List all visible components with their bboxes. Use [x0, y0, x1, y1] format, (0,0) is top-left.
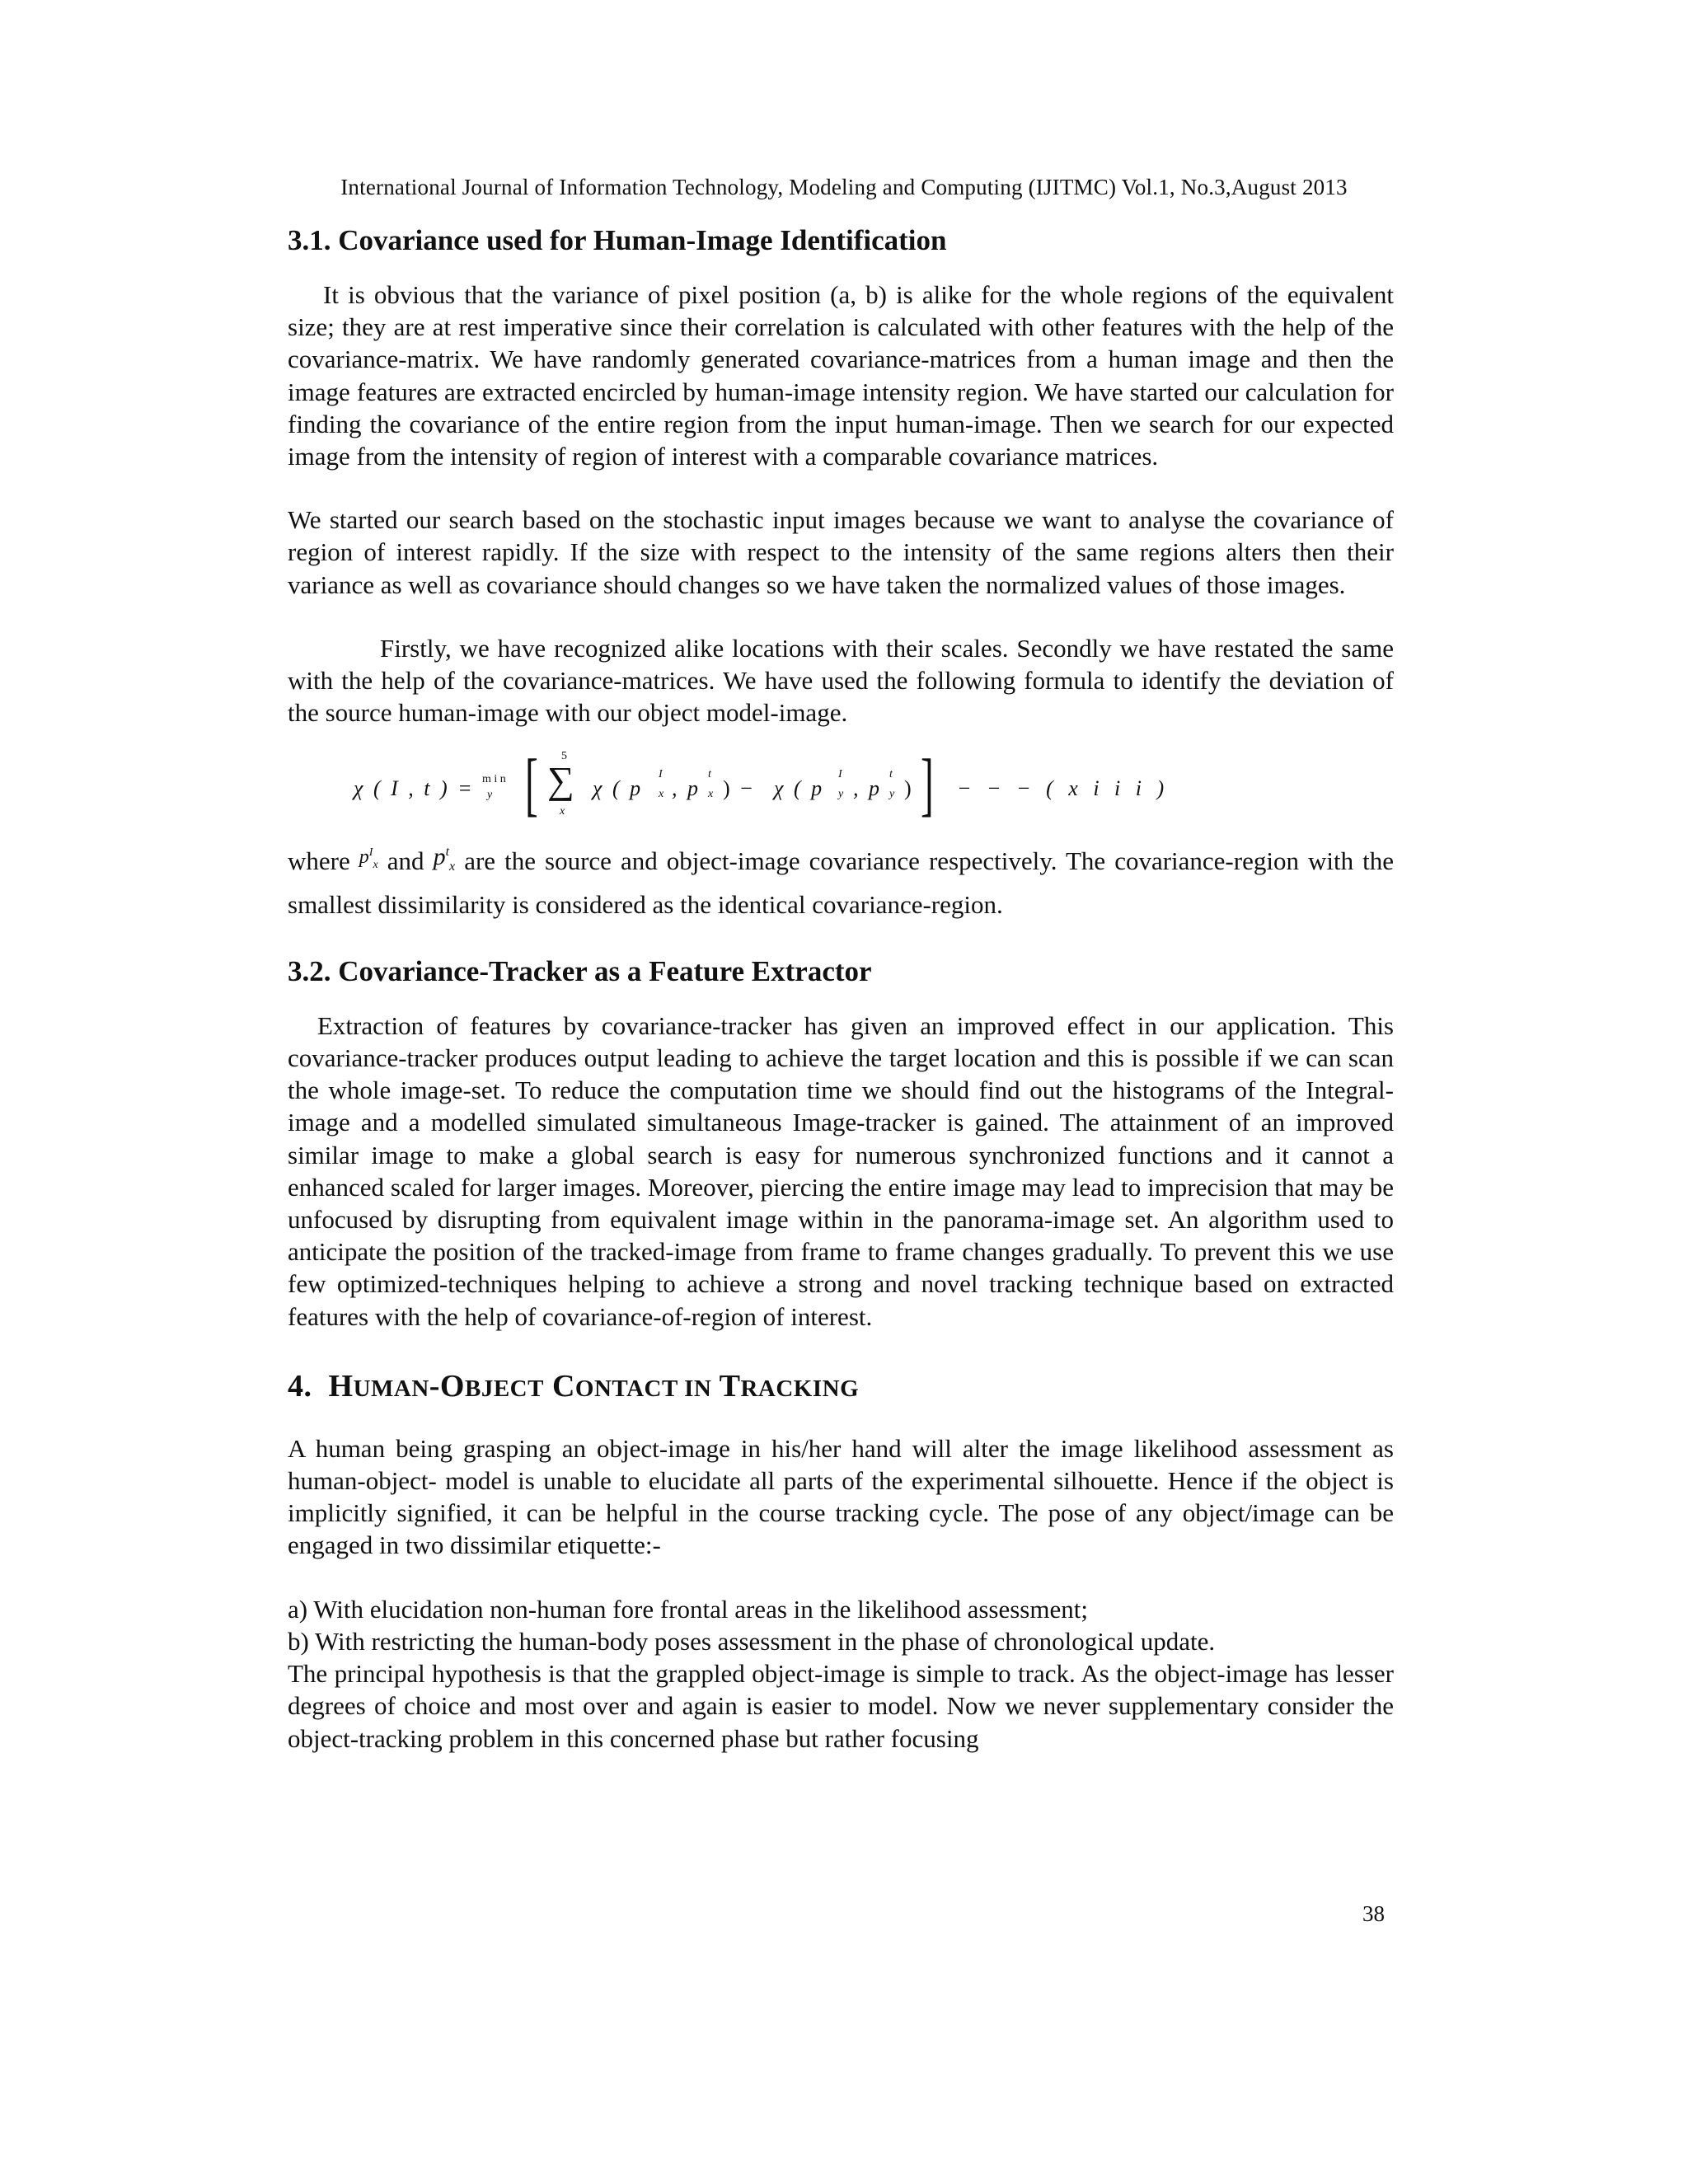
formula-term1-sup2: t [708, 768, 711, 781]
formula-term1-sub2: x [708, 788, 714, 801]
source-covariance-symbol: pIx [359, 846, 378, 872]
section-3-1-paragraph-4 [288, 841, 1394, 920]
section-4-list-item-b: b) With restricting the human-body poses assessment in the phase of chronological update. [288, 1626, 1216, 1656]
section-3-2-title: 3.2. Covariance-Tracker as a Feature Extractor [288, 954, 872, 987]
formula-term2-mid: , p [853, 776, 882, 801]
formula-term1-sup: I [659, 768, 663, 781]
formula-term2: χ ( p [774, 776, 825, 801]
formula-sum-sign: ∑ [547, 759, 574, 802]
section-3-2-paragraph-1: Extraction of features by covariance-tracker has given an improved effect in our application. This covariance-tracker produces output leading to achieve the target location and this is possible if we can scan the whole image-set. To reduce the computation time we should find out the histograms of the Integral-image and a modelled simulated simultaneous Image-tracker is gained. The attainment of an improved similar image to make a global search is easy for numerous synchronized functions and it cannot a enhanced scaled for larger images. Moreover, piercing the entire image may lead to imprecision that may be unfocused by disrupting from equivalent image within in the panorama-image set. An algorithm used to anticipate the position of the tracked-image from frame to frame changes gradually. To prevent this we use few optimized-techniques helping to achieve a strong and novel tracking technique based on extracted features with the help of covariance-of-region of interest. [288, 1010, 1394, 1331]
formula-term1-mid: , p [672, 776, 701, 801]
formula-term2-sup: I [838, 768, 842, 781]
formula-lhs: χ ( I , t ) = [354, 776, 475, 801]
formula-sum-lower: x [560, 805, 565, 818]
where-word: where [288, 846, 350, 876]
paragraph-4-text: are the source and object-image covariance respectively. The covariance-region with the smallest dissimilarity is considered as the identical covariance-region. [288, 846, 1395, 919]
journal-running-header: International Journal of Information Technology, Modeling and Computing (IJITMC) Vol.1, No.3,August 2013 [340, 175, 1348, 199]
section-3-1-paragraph-3: Firstly, we have recognized alike locations with their scales. Secondly we have restated the same with the help of the covariance-matrices. We have used the following formula to identify the deviation of the source human-image with our object model-image. [288, 633, 1394, 728]
section-4-paragraph-2: The principal hypothesis is that the grappled object-image is simple to track. As the object-image has lesser degrees of choice and most over and again is easier to model. Now we never supplementary consider the object-tracking problem in this concerned phase but rather focusing [288, 1659, 1394, 1753]
formula-min-sub: y [487, 789, 493, 802]
section-4-paragraph-1: A human being grasping an object-image in his/her hand will alter the image likelihood assessment as human-object- model is unable to elucidate all parts of the experimental silhouette. Hence if the object is implicitly signified, it can be helpful in the course tracking cycle. The pose of any object/image can be engaged in two dissimilar etiquette:- [288, 1433, 1394, 1560]
covariance-formula [288, 744, 1394, 834]
formula-equation-label: − − − ( x i i i ) [957, 776, 1170, 801]
section-3-1-paragraph-2: We started our search based on the stochastic input images because we want to analyse the covariance of region of interest rapidly. If the size with respect to the intensity of the same regions alters then their variance as well as covariance should changes so we have taken the normalized values of those images. [288, 505, 1394, 599]
and-word: and [387, 846, 424, 876]
object-covariance-symbol: $p^t_x$ [433, 843, 456, 874]
formula-sum-upper: 5 [561, 750, 567, 763]
formula-term1-end: ) − [723, 776, 755, 801]
section-3-1-title: 3.1. Covariance used for Human-Image Identification [288, 224, 947, 256]
page-number: 38 [1362, 1901, 1385, 1926]
formula-term1: χ ( p [593, 776, 644, 801]
formula-term2-end: ) [904, 776, 912, 801]
section-4-list-item-a: a) With elucidation non-human fore frontal areas in the likelihood assessment; [288, 1594, 1088, 1624]
formula-min: m i n [482, 773, 506, 786]
formula-term1-sub: x [659, 788, 664, 801]
formula-term2-sub2: y [889, 788, 895, 801]
formula-term2-sub: y [838, 788, 844, 801]
section-4-title: 4. HUMAN-OBJECT CONTACT IN TRACKING [288, 1368, 860, 1404]
section-3-1-paragraph-1: It is obvious that the variance of pixel position (a, b) is alike for the whole regions of the equivalent size; they are at rest imperative since their correlation is calculated with other features with the help of the covariance-matrix. We have randomly generated covariance-matrices from a human image and then the image features are extracted encircled by human-image intensity region. We have started our calculation for finding the covariance of the entire region from the input human-image. Then we search for our expected image from the intensity of region of interest with a comparable covariance matrices. [288, 280, 1394, 471]
formula-term2-sup2: t [889, 768, 893, 781]
page-content [288, 221, 1394, 1755]
formula-left-bracket: [ [525, 744, 538, 824]
formula-right-bracket: ] [921, 744, 934, 824]
